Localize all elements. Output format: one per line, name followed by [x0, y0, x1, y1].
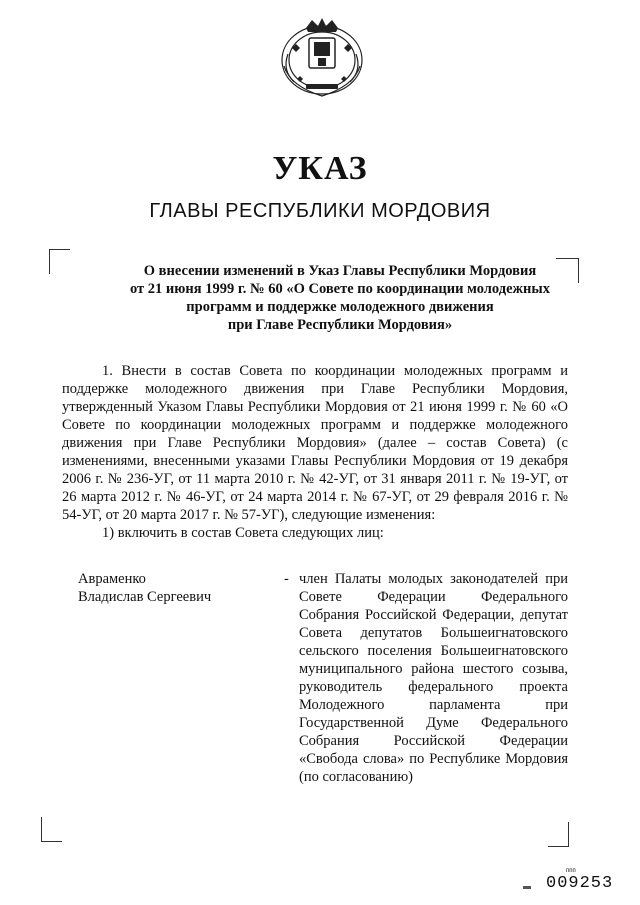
heading-line: О внесении изменений в Указ Главы Республики Мордовия [143, 263, 537, 279]
corner-mark-top-left [49, 249, 70, 274]
heading-line: при Главе Республики Мордовия» [227, 317, 453, 333]
member-dash: - [284, 571, 289, 587]
serial-prefix: ппп [566, 868, 576, 874]
corner-mark-bottom-left [41, 817, 62, 842]
mordovia-coat-of-arms-icon [276, 14, 368, 100]
decree-heading [100, 262, 580, 334]
decree-body [62, 362, 568, 542]
corner-mark-bottom-right [548, 822, 569, 847]
member-given-names: Владислав Сергеевич [78, 589, 212, 605]
form-serial-number: 009253 [546, 874, 614, 893]
heading-line: программ и поддержке молодежного движения [186, 299, 494, 315]
member-surname: Авраменко [78, 571, 146, 587]
member-name [78, 570, 278, 606]
member-description: член Палаты молодых законодателей при Совете Федерации Федерального Собрания Российской Федерации, депутат Совета депутатов Большеигнатовского сельского поселения Большеигнатовского муниципального района шестого созыва, руководитель федерального проекта Молодежного парламента при Государственной Думе Федерального Собрания Российской Федерации «Свобода слова» по Республике Мордовия (по согласованию) [299, 571, 568, 785]
body-paragraph: 1. Внести в состав Совета по координации молодежных программ и поддержке молодежного движения при Главе Республики Мордовия, утвержденный Указом Главы Республики Мордовия от 21 июня 1999 г. № 60 «О Совете по координации молодежных программ и поддержке молодежного движения при Главе Республики Мордовия» (далее – состав Совета) (с изменениями, внесенными указами Главы Республики Мордовия от 19 декабря 2006 г. № 236-УГ, от 11 марта 2010 г. № 42-УГ, от 31 января 2011 г. № 19-УГ, от 26 марта 2012 г. № 46-УГ, от 24 марта 2014 г. № 67-УГ, от 29 февраля 2016 г. № 54-УГ, от 20 марта 2017 г. № 57-УГ), следующие изменения: [62, 363, 568, 523]
issuer-subtitle: ГЛАВЫ РЕСПУБЛИКИ МОРДОВИЯ [149, 200, 491, 222]
body-paragraph: 1) включить в состав Совета следующих лиц: [102, 525, 384, 541]
heading-line: от 21 июня 1999 г. № 60 «О Совете по координации молодежных [130, 281, 550, 297]
scan-mark [523, 886, 531, 889]
decree-title: УКАЗ [272, 150, 368, 187]
